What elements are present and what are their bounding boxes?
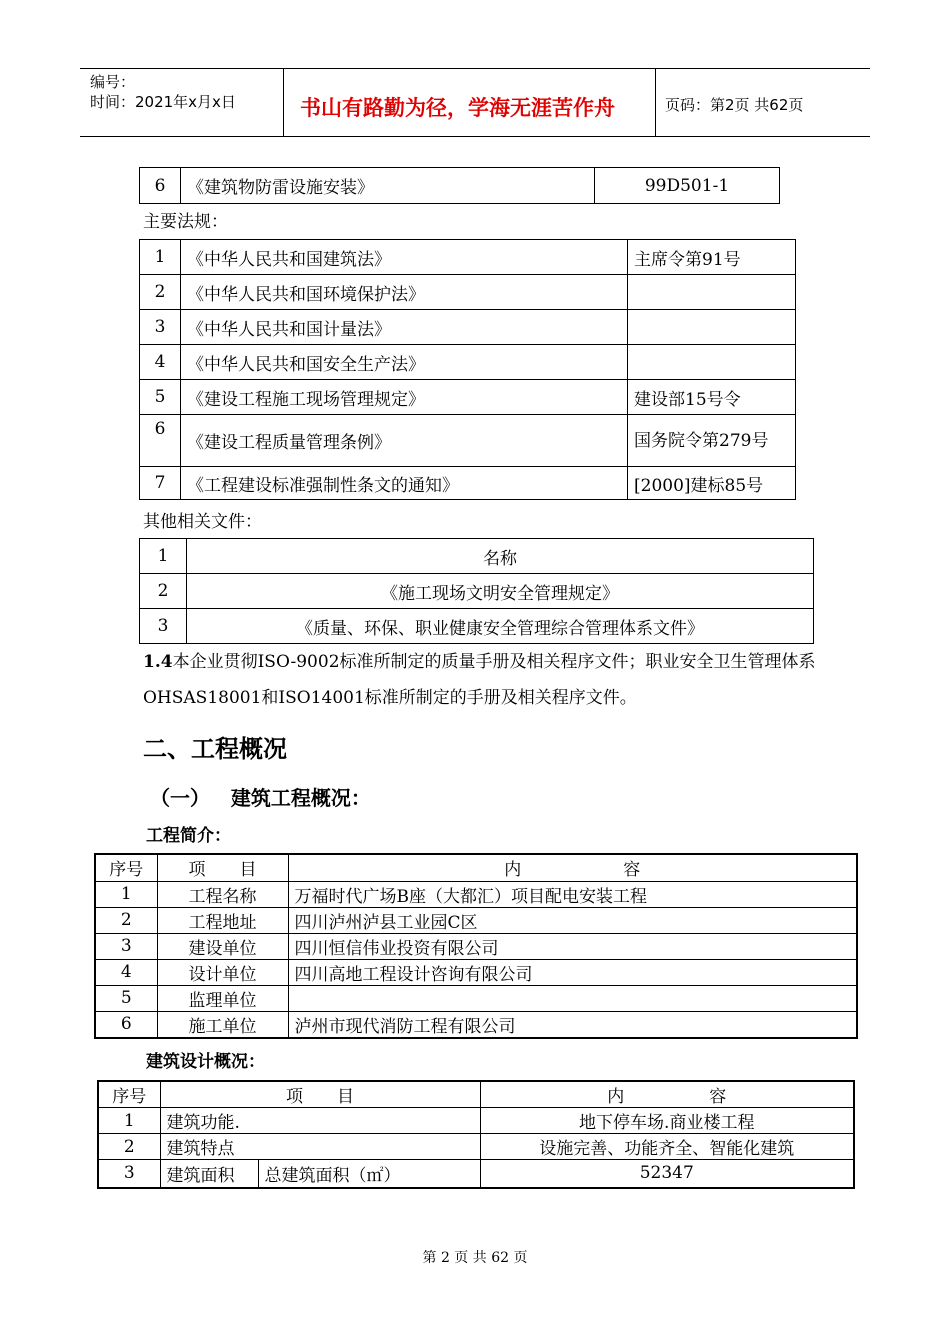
row-no: 3 (140, 609, 187, 644)
header-divider-right (655, 68, 656, 136)
law-ref: 主席令第91号 (628, 240, 796, 275)
row-no: 6 (140, 415, 181, 467)
other-docs-table (139, 538, 814, 644)
item-cell: 监理单位 (157, 985, 288, 1011)
table-row (140, 380, 796, 415)
row-no: 1 (140, 539, 187, 574)
table-row (140, 345, 796, 380)
doc-number-label: 编号： (90, 73, 136, 91)
table-row (95, 985, 857, 1011)
law-ref (628, 345, 796, 380)
row-no: 1 (140, 240, 181, 275)
table-row (95, 907, 857, 933)
header-cell: 内 容 (288, 854, 857, 881)
doc-name: 《质量、环保、职业健康安全管理综合管理体系文件》 (187, 609, 814, 644)
row-no: 2 (140, 275, 181, 310)
law-name: 《中华人民共和国建筑法》 (181, 240, 628, 275)
item-cell: 建设单位 (157, 933, 288, 959)
standards-table (139, 167, 780, 204)
doc-name: 名称 (187, 539, 814, 574)
table-row (98, 1134, 854, 1160)
law-ref (628, 275, 796, 310)
sub-item-cell: 总建筑面积（㎡） (258, 1160, 480, 1188)
law-name: 《建设工程施工现场管理规定》 (181, 380, 628, 415)
row-no: 1 (95, 881, 157, 907)
law-name: 《中华人民共和国安全生产法》 (181, 345, 628, 380)
header-top-rule (80, 68, 870, 69)
header-cell: 项 目 (157, 854, 288, 881)
content-cell (288, 985, 857, 1011)
header-cell: 序号 (95, 854, 157, 881)
row-no: 4 (140, 345, 181, 380)
item-cell: 建筑功能. (160, 1108, 480, 1134)
section-title: 二、工程概况 (143, 735, 287, 763)
table-row (95, 881, 857, 907)
content-cell: 泸州市现代消防工程有限公司 (288, 1011, 857, 1038)
row-no: 5 (95, 985, 157, 1011)
header-bottom-rule (80, 136, 870, 137)
row-no: 2 (98, 1134, 160, 1160)
law-ref: 建设部15号令 (628, 380, 796, 415)
content-cell: 地下停车场.商业楼工程 (480, 1108, 854, 1134)
item-cell: 工程名称 (157, 881, 288, 907)
table-row (98, 1160, 854, 1188)
law-name: 《建设工程质量管理条例》 (181, 415, 628, 467)
table-row (140, 574, 814, 609)
table-row (140, 539, 814, 574)
design-overview-table (97, 1080, 855, 1189)
item-cell: 工程地址 (157, 907, 288, 933)
header-cell: 内 容 (480, 1081, 854, 1108)
content-cell: 四川泸州泸县工业园C区 (288, 907, 857, 933)
paragraph-number: 1.4 (143, 652, 173, 672)
law-name: 《中华人民共和国计量法》 (181, 310, 628, 345)
table-row (140, 310, 796, 345)
content-cell: 四川高地工程设计咨询有限公司 (288, 959, 857, 985)
table-header-row (95, 854, 857, 881)
row-no: 6 (95, 1011, 157, 1038)
row-no: 3 (95, 933, 157, 959)
law-ref (628, 310, 796, 345)
row-no: 6 (140, 168, 181, 204)
row-no: 3 (98, 1160, 160, 1188)
project-intro-label: 工程简介： (146, 826, 231, 846)
row-no: 1 (98, 1108, 160, 1134)
item-cell: 施工单位 (157, 1011, 288, 1038)
laws-table (139, 239, 796, 500)
content-cell: 52347 (480, 1160, 854, 1188)
standard-name: 《建筑物防雷设施安装》 (181, 168, 595, 204)
table-row (98, 1108, 854, 1134)
content-cell: 设施完善、功能齐全、智能化建筑 (480, 1134, 854, 1160)
header-divider-left (283, 68, 284, 136)
table-row (140, 467, 796, 500)
row-no: 7 (140, 467, 181, 500)
page-footer: 第 2 页 共 62 页 (422, 1250, 528, 1266)
item-cell: 设计单位 (157, 959, 288, 985)
table-row (95, 933, 857, 959)
doc-name: 《施工现场文明安全管理规定》 (187, 574, 814, 609)
row-no: 4 (95, 959, 157, 985)
table-row (140, 275, 796, 310)
standard-code: 99D501-1 (595, 168, 780, 204)
header-page-info: 页码：第2页 共62页 (665, 96, 804, 114)
table-header-row (98, 1081, 854, 1108)
content-cell: 四川恒信伟业投资有限公司 (288, 933, 857, 959)
subsection-title: （一） 建筑工程概况： (150, 786, 371, 810)
other-docs-title: 其他相关文件： (143, 512, 262, 532)
table-row (140, 240, 796, 275)
header-meta (90, 72, 236, 112)
row-no: 2 (95, 907, 157, 933)
laws-title: 主要法规： (143, 212, 228, 232)
table-row (140, 415, 796, 467)
row-no: 2 (140, 574, 187, 609)
law-ref: 国务院令第279号 (628, 415, 796, 467)
row-no: 5 (140, 380, 181, 415)
paragraph-1-4 (143, 644, 823, 716)
item-cell: 建筑面积 (160, 1160, 258, 1188)
header-motto: 书山有路勤为径，学海无涯苦作舟 (300, 96, 615, 120)
table-row (95, 1011, 857, 1038)
design-overview-title: 建筑设计概况： (146, 1052, 265, 1072)
doc-time-label: 时间：2021年x月x日 (90, 93, 236, 111)
law-name: 《工程建设标准强制性条文的通知》 (181, 467, 628, 500)
header-cell: 项 目 (160, 1081, 480, 1108)
project-intro-table (94, 853, 858, 1039)
law-ref: [2000]建标85号 (628, 467, 796, 500)
paragraph-text: 本企业贯彻ISO-9002标准所制定的质量手册及相关程序文件；职业安全卫生管理体系OHSAS18001和ISO14001标准所制定的手册及相关程序文件。 (143, 652, 816, 708)
table-row (140, 609, 814, 644)
table-row (140, 168, 780, 204)
item-cell: 建筑特点 (160, 1134, 480, 1160)
header-cell: 序号 (98, 1081, 160, 1108)
row-no: 3 (140, 310, 181, 345)
content-cell: 万福时代广场B座（大都汇）项目配电安装工程 (288, 881, 857, 907)
law-name: 《中华人民共和国环境保护法》 (181, 275, 628, 310)
table-row (95, 959, 857, 985)
